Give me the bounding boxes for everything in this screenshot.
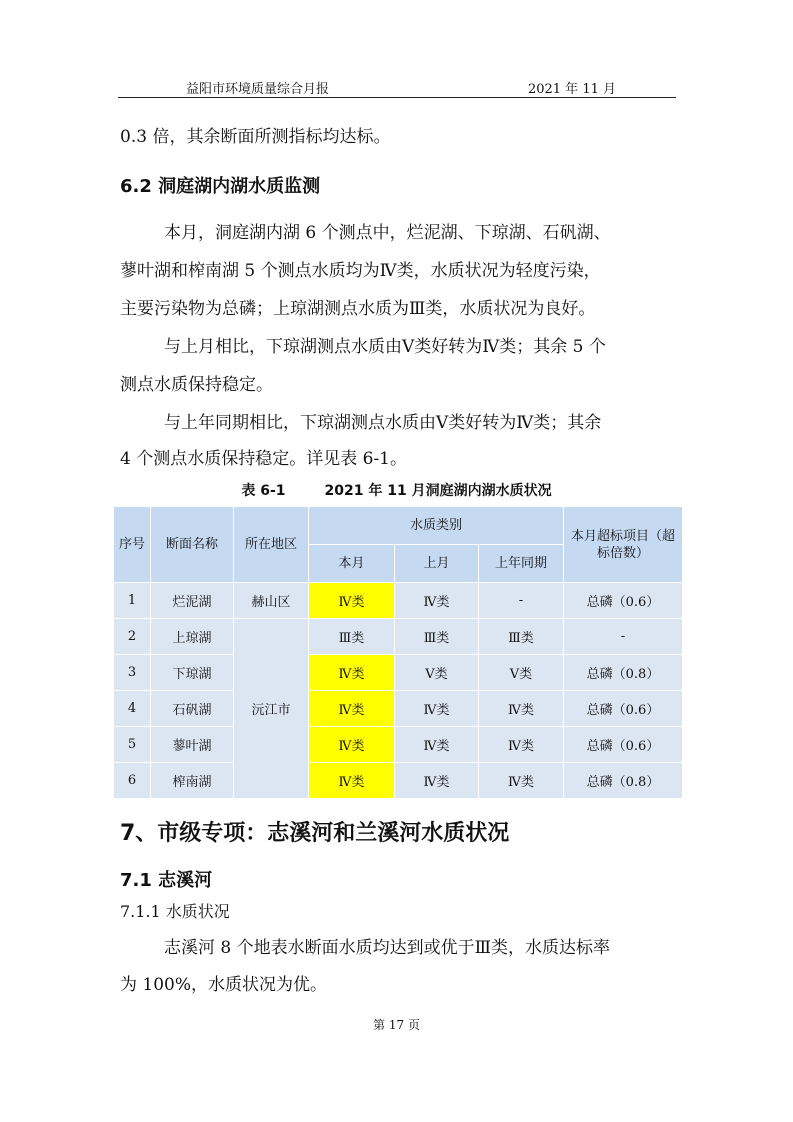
paragraph-3-line-1: 与上年同期相比，下琼湖测点水质由Ⅴ类好转为Ⅳ类；其余	[164, 413, 602, 433]
cell-no: 6	[114, 763, 151, 799]
cell-exceed: -	[564, 619, 683, 655]
header-last-year: 上年同期	[479, 545, 564, 583]
table-row	[114, 583, 683, 619]
cell-no: 1	[114, 583, 151, 619]
cell-no: 5	[114, 727, 151, 763]
page-number: 第 17 页	[373, 1018, 420, 1032]
page-header	[118, 76, 676, 98]
table-row	[114, 619, 683, 655]
section-7-paragraph-line-1: 志溪河 8 个地表水断面水质均达到或优于Ⅲ类，水质达标率	[164, 938, 611, 958]
cell-last-month: Ⅳ类	[395, 583, 479, 619]
carry-over-text: 0.3 倍，其余断面所测指标均达标。	[120, 127, 391, 147]
table-caption: 表 6-1 2021 年 11 月洞庭湖内湖水质状况	[241, 483, 552, 499]
table-row	[114, 691, 683, 727]
cell-no: 2	[114, 619, 151, 655]
table-row	[114, 763, 683, 799]
cell-last-year: -	[479, 583, 564, 619]
cell-last-month: Ⅳ类	[395, 691, 479, 727]
cell-last-year: Ⅲ类	[479, 619, 564, 655]
cell-name: 蓼叶湖	[151, 727, 234, 763]
paragraph-2-line-1: 与上月相比，下琼湖测点水质由Ⅴ类好转为Ⅳ类；其余 5 个	[164, 337, 606, 357]
cell-last-month: Ⅲ类	[395, 619, 479, 655]
cell-this-month: Ⅳ类	[309, 583, 395, 619]
cell-region: 赫山区	[234, 583, 309, 619]
cell-last-month: Ⅳ类	[395, 763, 479, 799]
header-quality-category: 水质类别	[309, 507, 564, 545]
cell-exceed: 总磷（0.8）	[564, 655, 683, 691]
cell-exceed: 总磷（0.6）	[564, 727, 683, 763]
table-row	[114, 727, 683, 763]
paragraph-2-line-2: 测点水质保持稳定。	[120, 375, 273, 395]
cell-last-month: Ⅳ类	[395, 727, 479, 763]
cell-this-month: Ⅳ类	[309, 655, 395, 691]
cell-region: 沅江市	[234, 619, 309, 799]
header-exceed-items: 本月超标项目（超标倍数）	[564, 507, 683, 583]
section-6-2-heading: 6.2 洞庭湖内湖水质监测	[120, 176, 321, 197]
header-this-month: 本月	[309, 545, 395, 583]
cell-this-month: Ⅳ类	[309, 763, 395, 799]
cell-last-year: Ⅴ类	[479, 655, 564, 691]
cell-name: 榨南湖	[151, 763, 234, 799]
paragraph-1-line-3: 主要污染物为总磷；上琼湖测点水质为Ⅲ类，水质状况为良好。	[120, 299, 596, 319]
table-row	[114, 655, 683, 691]
cell-name: 烂泥湖	[151, 583, 234, 619]
report-date: 2021 年 11 月	[527, 82, 616, 97]
header-section-name: 断面名称	[151, 507, 234, 583]
paragraph-3-line-2: 4 个测点水质保持稳定。详见表 6-1。	[120, 449, 407, 469]
cell-exceed: 总磷（0.6）	[564, 583, 683, 619]
cell-name: 石矾湖	[151, 691, 234, 727]
cell-no: 3	[114, 655, 151, 691]
header-divider	[118, 97, 676, 98]
cell-exceed: 总磷（0.6）	[564, 691, 683, 727]
cell-name: 下琼湖	[151, 655, 234, 691]
cell-name: 上琼湖	[151, 619, 234, 655]
water-quality-table	[113, 506, 683, 799]
cell-this-month: Ⅲ类	[309, 619, 395, 655]
cell-exceed: 总磷（0.8）	[564, 763, 683, 799]
header-region: 所在地区	[234, 507, 309, 583]
section-7-1-heading: 7.1 志溪河	[120, 870, 213, 891]
cell-last-year: Ⅳ类	[479, 763, 564, 799]
cell-no: 4	[114, 691, 151, 727]
paragraph-1-line-1: 本月，洞庭湖内湖 6 个测点中，烂泥湖、下琼湖、石矾湖、	[164, 223, 611, 243]
paragraph-1-line-2: 蓼叶湖和榨南湖 5 个测点水质均为Ⅳ类，水质状况为轻度污染，	[120, 261, 601, 281]
cell-last-month: Ⅴ类	[395, 655, 479, 691]
cell-last-year: Ⅳ类	[479, 727, 564, 763]
section-7-1-1-heading: 7.1.1 水质状况	[120, 902, 230, 921]
header-seq: 序号	[114, 507, 151, 583]
section-7-paragraph-line-2: 为 100%，水质状况为优。	[120, 975, 328, 995]
cell-this-month: Ⅳ类	[309, 727, 395, 763]
header-last-month: 上月	[395, 545, 479, 583]
cell-last-year: Ⅳ类	[479, 691, 564, 727]
section-7-heading: 7、市级专项：志溪河和兰溪河水质状况	[120, 821, 510, 846]
cell-this-month: Ⅳ类	[309, 691, 395, 727]
report-title: 益阳市环境质量综合月报	[186, 82, 330, 97]
